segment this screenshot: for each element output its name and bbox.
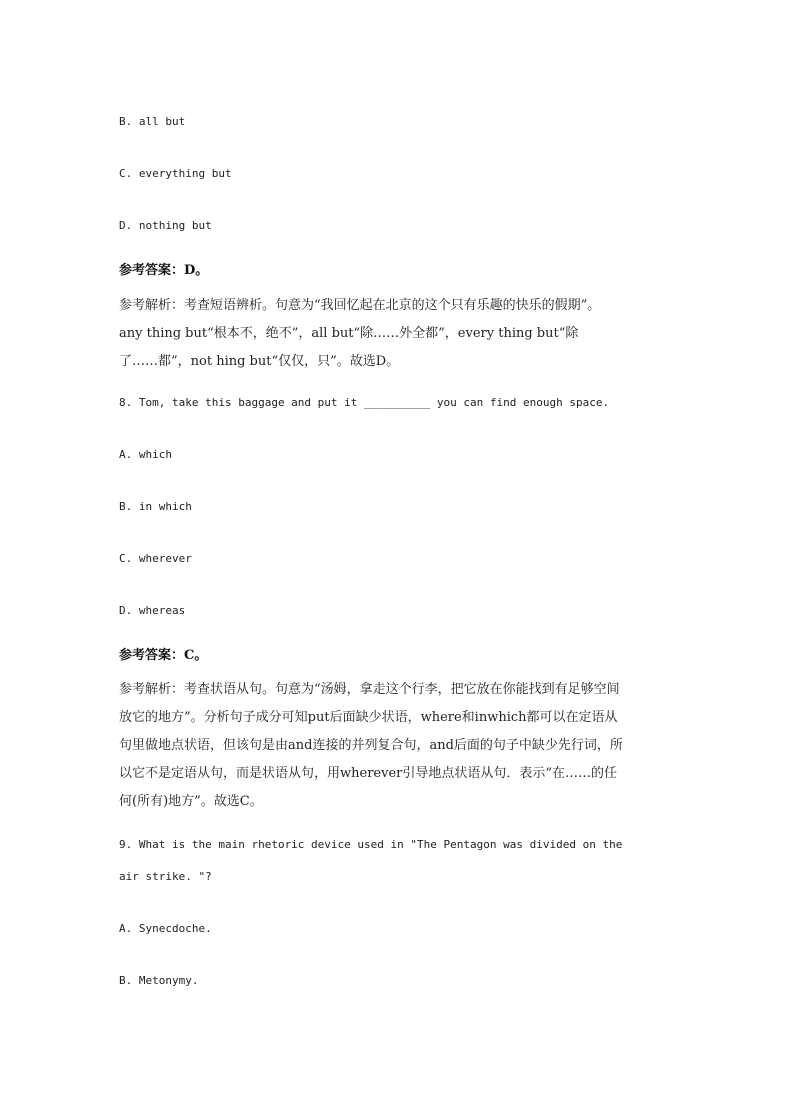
explanation-line: 放它的地方”。分析句子成分可知put后面缺少状语，where和inwhich都可以在定语从 bbox=[119, 710, 618, 725]
explanation bbox=[119, 292, 679, 376]
explanation-line: 参考解析：考查短语辨析。句意为“我回忆起在北京的这个只有乐趣的快乐的假期”。 bbox=[119, 298, 601, 313]
explanation-line: 何(所有)地方”。故选C。 bbox=[119, 794, 263, 809]
question-line: air strike. "? bbox=[119, 870, 212, 883]
explanation-line: 以它不是定语从句，而是状语从句，用wherever引导地点状语从句．表示“在……的任 bbox=[119, 766, 617, 781]
option-a: A. Synecdoche. bbox=[119, 922, 212, 935]
option-b: B. Metonymy. bbox=[119, 974, 199, 987]
explanation-line: 参考解析：考查状语从句。句意为“汤姆，拿走这个行李，把它放在你能找到有足够空间 bbox=[119, 682, 620, 697]
explanation-line: 句里做地点状语，但该句是由and连接的并列复合句，and后面的句子中缺少先行词，所 bbox=[119, 738, 623, 753]
explanation bbox=[119, 676, 679, 816]
option-b: B. all but bbox=[119, 115, 186, 128]
option-d: D. whereas bbox=[119, 604, 186, 617]
answer-label: 参考答案：C。 bbox=[119, 648, 208, 663]
option-d: D. nothing but bbox=[119, 219, 212, 232]
question-9-stem bbox=[119, 829, 671, 893]
explanation-line: any thing but“根本不，绝不”，all but“除……外全都”，every thing but“除 bbox=[119, 326, 579, 341]
option-a: A. which bbox=[119, 448, 172, 461]
option-c: C. wherever bbox=[119, 552, 192, 565]
question-line: 9. What is the main rhetoric device used in "The Pentagon was divided on the bbox=[119, 838, 623, 851]
option-b: B. in which bbox=[119, 500, 192, 513]
explanation-line: 了……都”，not hing but“仅仅，只”。故选D。 bbox=[119, 354, 400, 369]
option-c: C. everything but bbox=[119, 167, 232, 180]
answer-label: 参考答案：D。 bbox=[119, 263, 209, 278]
question-8-stem: 8. Tom, take this baggage and put it __________ you can find enough space. bbox=[119, 396, 610, 409]
